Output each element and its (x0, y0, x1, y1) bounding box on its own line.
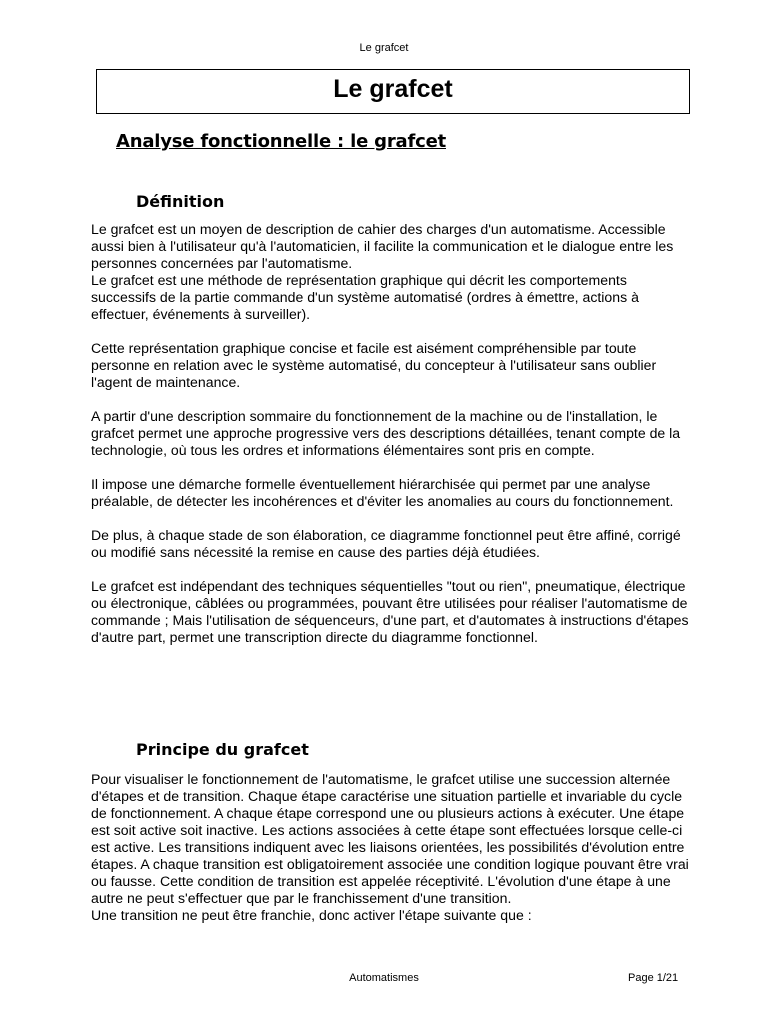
footer-title: Automatismes (349, 972, 419, 984)
definition-body (91, 221, 691, 663)
paragraph: Cette représentation graphique concise et facile est aisément compréhensible par toute personne en relation avec le système automatisé, du concepteur à l'utilisateur sans oublier l'agent de maintenance. (91, 340, 657, 390)
paragraph: Le grafcet est indépendant des techniques séquentielles "tout ou rien", pneumatique, électrique ou électronique, câblées ou programmées, pouvant être utilisées pour réaliser l'automatisme de commande ; Mais l'utilisation de séquenceurs, d'une part, et d'automates à instructions d'étapes d'autre part, permet une transcription directe du diagramme fonctionnel. (91, 578, 689, 645)
document-title: Le grafcet (333, 75, 453, 103)
running-header: Le grafcet (359, 42, 409, 54)
paragraph: Une transition ne peut être franchie, donc activer l'étape suivante que : (91, 907, 532, 923)
principe-body (91, 771, 691, 924)
paragraph: A partir d'une description sommaire du fonctionnement de la machine ou de l'installation, le grafcet permet une approche progressive vers des descriptions détaillées, tenant compte de la technologie, où tous les ordres et informations élémentaires sont pris en compte. (91, 408, 681, 458)
page-number: Page 1/21 (628, 972, 679, 984)
paragraph: Le grafcet est un moyen de description de cahier des charges d'un automatisme. Accessible aussi bien à l'utilisateur qu'à l'automaticien, il facilite la communication et le dialogue entre les personnes concernées par l'automatisme. (91, 221, 674, 271)
paragraph: Pour visualiser le fonctionnement de l'automatisme, le grafcet utilise une succession alternée d'étapes et de transition. Chaque étape caractérise une situation partielle et invariable du cycle de fonctionnement. A chaque étape correspond une ou plusieurs actions à exécuter. Une étape est soit active soit inactive. Les actions associées à cette étape sont effectuées lorsque celle-ci est active. Les transitions indiquent avec les liaisons orientées, les possibilités d'évolution entre étapes. A chaque transition est obligatoirement associée une condition logique pouvant être vrai ou fausse. Cette condition de transition est appelée réceptivité. L'évolution d'une étape à une autre ne peut s'effectuer que par le franchissement d'une transition. (91, 771, 689, 906)
paragraph: De plus, à chaque stade de son élaboration, ce diagramme fonctionnel peut être affiné, corrigé ou modifié sans nécessité la remise en cause des parties déjà étudiées. (91, 527, 681, 560)
section-title: Analyse fonctionnelle : le grafcet (116, 131, 446, 152)
principe-heading: Principe du grafcet (136, 740, 309, 759)
paragraph: Le grafcet est une méthode de représentation graphique qui décrit les comportements successifs de la partie commande d'un système automatisé (ordres à émettre, actions à effectuer, événements à surveiller). (91, 272, 639, 322)
definition-heading: Définition (136, 192, 225, 211)
paragraph: Il impose une démarche formelle éventuellement hiérarchisée qui permet par une analyse préalable, de détecter les incohérences et d'éviter les anomalies au cours du fonctionnement. (91, 476, 674, 509)
title-box (96, 69, 690, 114)
